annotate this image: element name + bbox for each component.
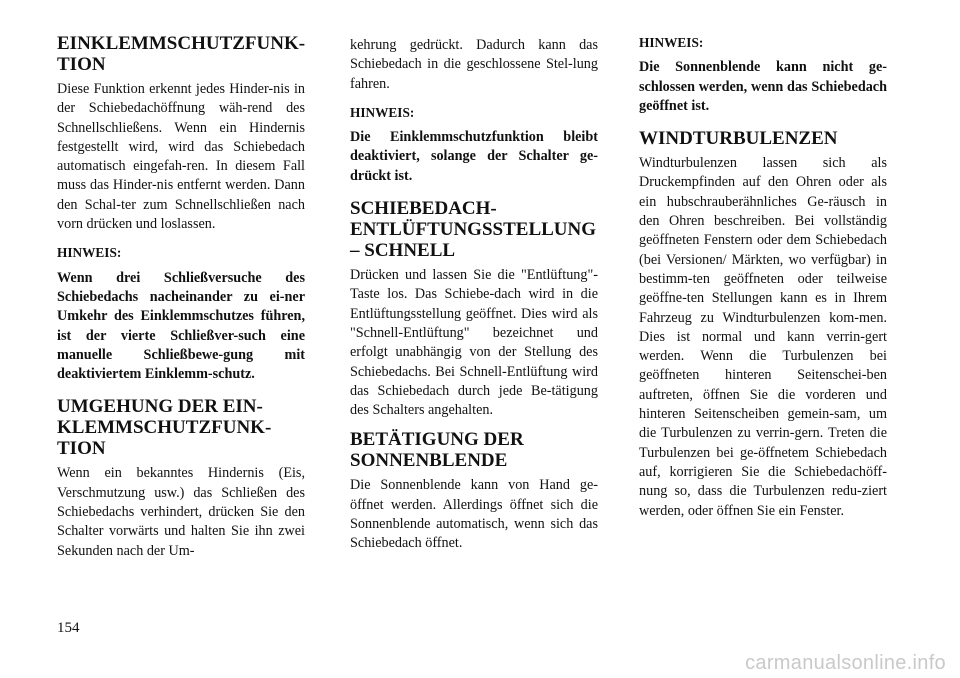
heading-einklemmschutzfunktion: EINKLEMMSCHUTZFUNK- TION: [57, 33, 306, 75]
body-paragraph: Die Sonnenblende kann von Hand ge-öffnet werden. Allerdings öffnet sich die Sonnenblende automatisch, wenn sich das Schiebedach öffnet.: [350, 477, 598, 552]
body-paragraph: Wenn ein bekanntes Hindernis (Eis, Verschmutzung usw.) das Schließen des Schiebedachs verhindert, drücken Sie den Schalter vorwärts und halten Sie ihn zwei Sekunden nach der Um-: [57, 465, 305, 559]
column-1: [57, 33, 305, 570]
note-text: Die Einklemmschutzfunktion bleibt deaktiviert, solange der Schalter ge-drückt ist.: [350, 129, 598, 184]
heading-sonnenblende: BETÄTIGUNG DER SONNENBLENDE: [350, 429, 524, 472]
note-text: Die Sonnenblende kann nicht ge-schlossen werden, wenn das Schiebedach geöffnet ist.: [639, 59, 887, 114]
column-2: [350, 36, 598, 563]
body-paragraph: kehrung gedrückt. Dadurch kann das Schiebedach in die geschlossene Stel-lung fahren.: [350, 37, 598, 92]
note-text: Wenn drei Schließversuche des Schiebedachs nacheinander zu ei-ner Umkehr des Einklemmschutzes führen, ist der vierte Schließver-such eine manuelle Schließbewe-gung mit deaktiviertem Einklemm-schutz.: [57, 269, 305, 383]
note-label: HINWEIS:: [350, 104, 415, 120]
note-label: HINWEIS:: [639, 35, 704, 50]
body-paragraph: Drücken und lassen Sie die "Entlüftung"-Taste los. Das Schiebe-dach wird in die Entlüftungsstellung geöffnet. Dies wird als "Schnell-Entlüftung" bezeichnet und erfolgt unabhängig von der Stellung des Schiebedachs. Bei Schnell-Entlüftung wird das Schiebedach durch jede Be-tätigung des Schalters angehalten.: [350, 267, 598, 419]
column-3: [639, 33, 887, 530]
page-number: 154: [57, 620, 80, 636]
body-paragraph: Windturbulenzen lassen sich als Druckempfinden auf den Ohren oder als ein hubschrauberähnliches Ge-räusch in den Ohren beschreiben. Bei vollständig geöffneten Fenstern oder dem Schiebedach (bei Versionen/ Märkten, wo verfügbar) in bestimm-ten geöffneten oder teilweise geöffne-ten Stellungen kann es in Ihrem Fahrzeug zu Windturbulenzen kom-men. Dies ist normal und kann verrin-gert werden. Wenn die Turbulenzen bei geöffneten hinteren Seitenschei-ben auftreten, öffnen Sie die vorderen und hinteren Seitenscheiben gemein-sam, um die Turbulenzen zu verrin-gern. Treten die Turbulenzen bei ge-öffnetem Schiebedach auf, korrigieren Sie die Schiebedachöff-nung so, dass die Turbulenzen redu-ziert werden, oder öffnen Sie ein Fenster.: [639, 155, 887, 519]
note-label: HINWEIS:: [57, 245, 122, 261]
heading-umgehung: UMGEHUNG DER EIN- KLEMMSCHUTZFUNK- TION: [57, 396, 272, 460]
heading-windturbulenzen: WINDTURBULENZEN: [639, 128, 838, 150]
watermark-text: carmanualsonline.info: [745, 652, 946, 674]
body-paragraph: Diese Funktion erkennt jedes Hinder-nis in der Schiebedachöffnung wäh-rend des Schnellschließens. Wenn ein Hindernis festgestellt wird, wird das Schiebedach automatisch eingefah-ren. In diesem Fall muss das Hinder-nis entfernt werden. Dann den Schal-ter zum Schnellschließen nach vorn drücken und loslassen.: [57, 81, 305, 233]
heading-entlueftungsstellung: SCHIEBEDACH- ENTLÜFTUNGSSTELLUNG – SCHNELL: [350, 198, 597, 262]
